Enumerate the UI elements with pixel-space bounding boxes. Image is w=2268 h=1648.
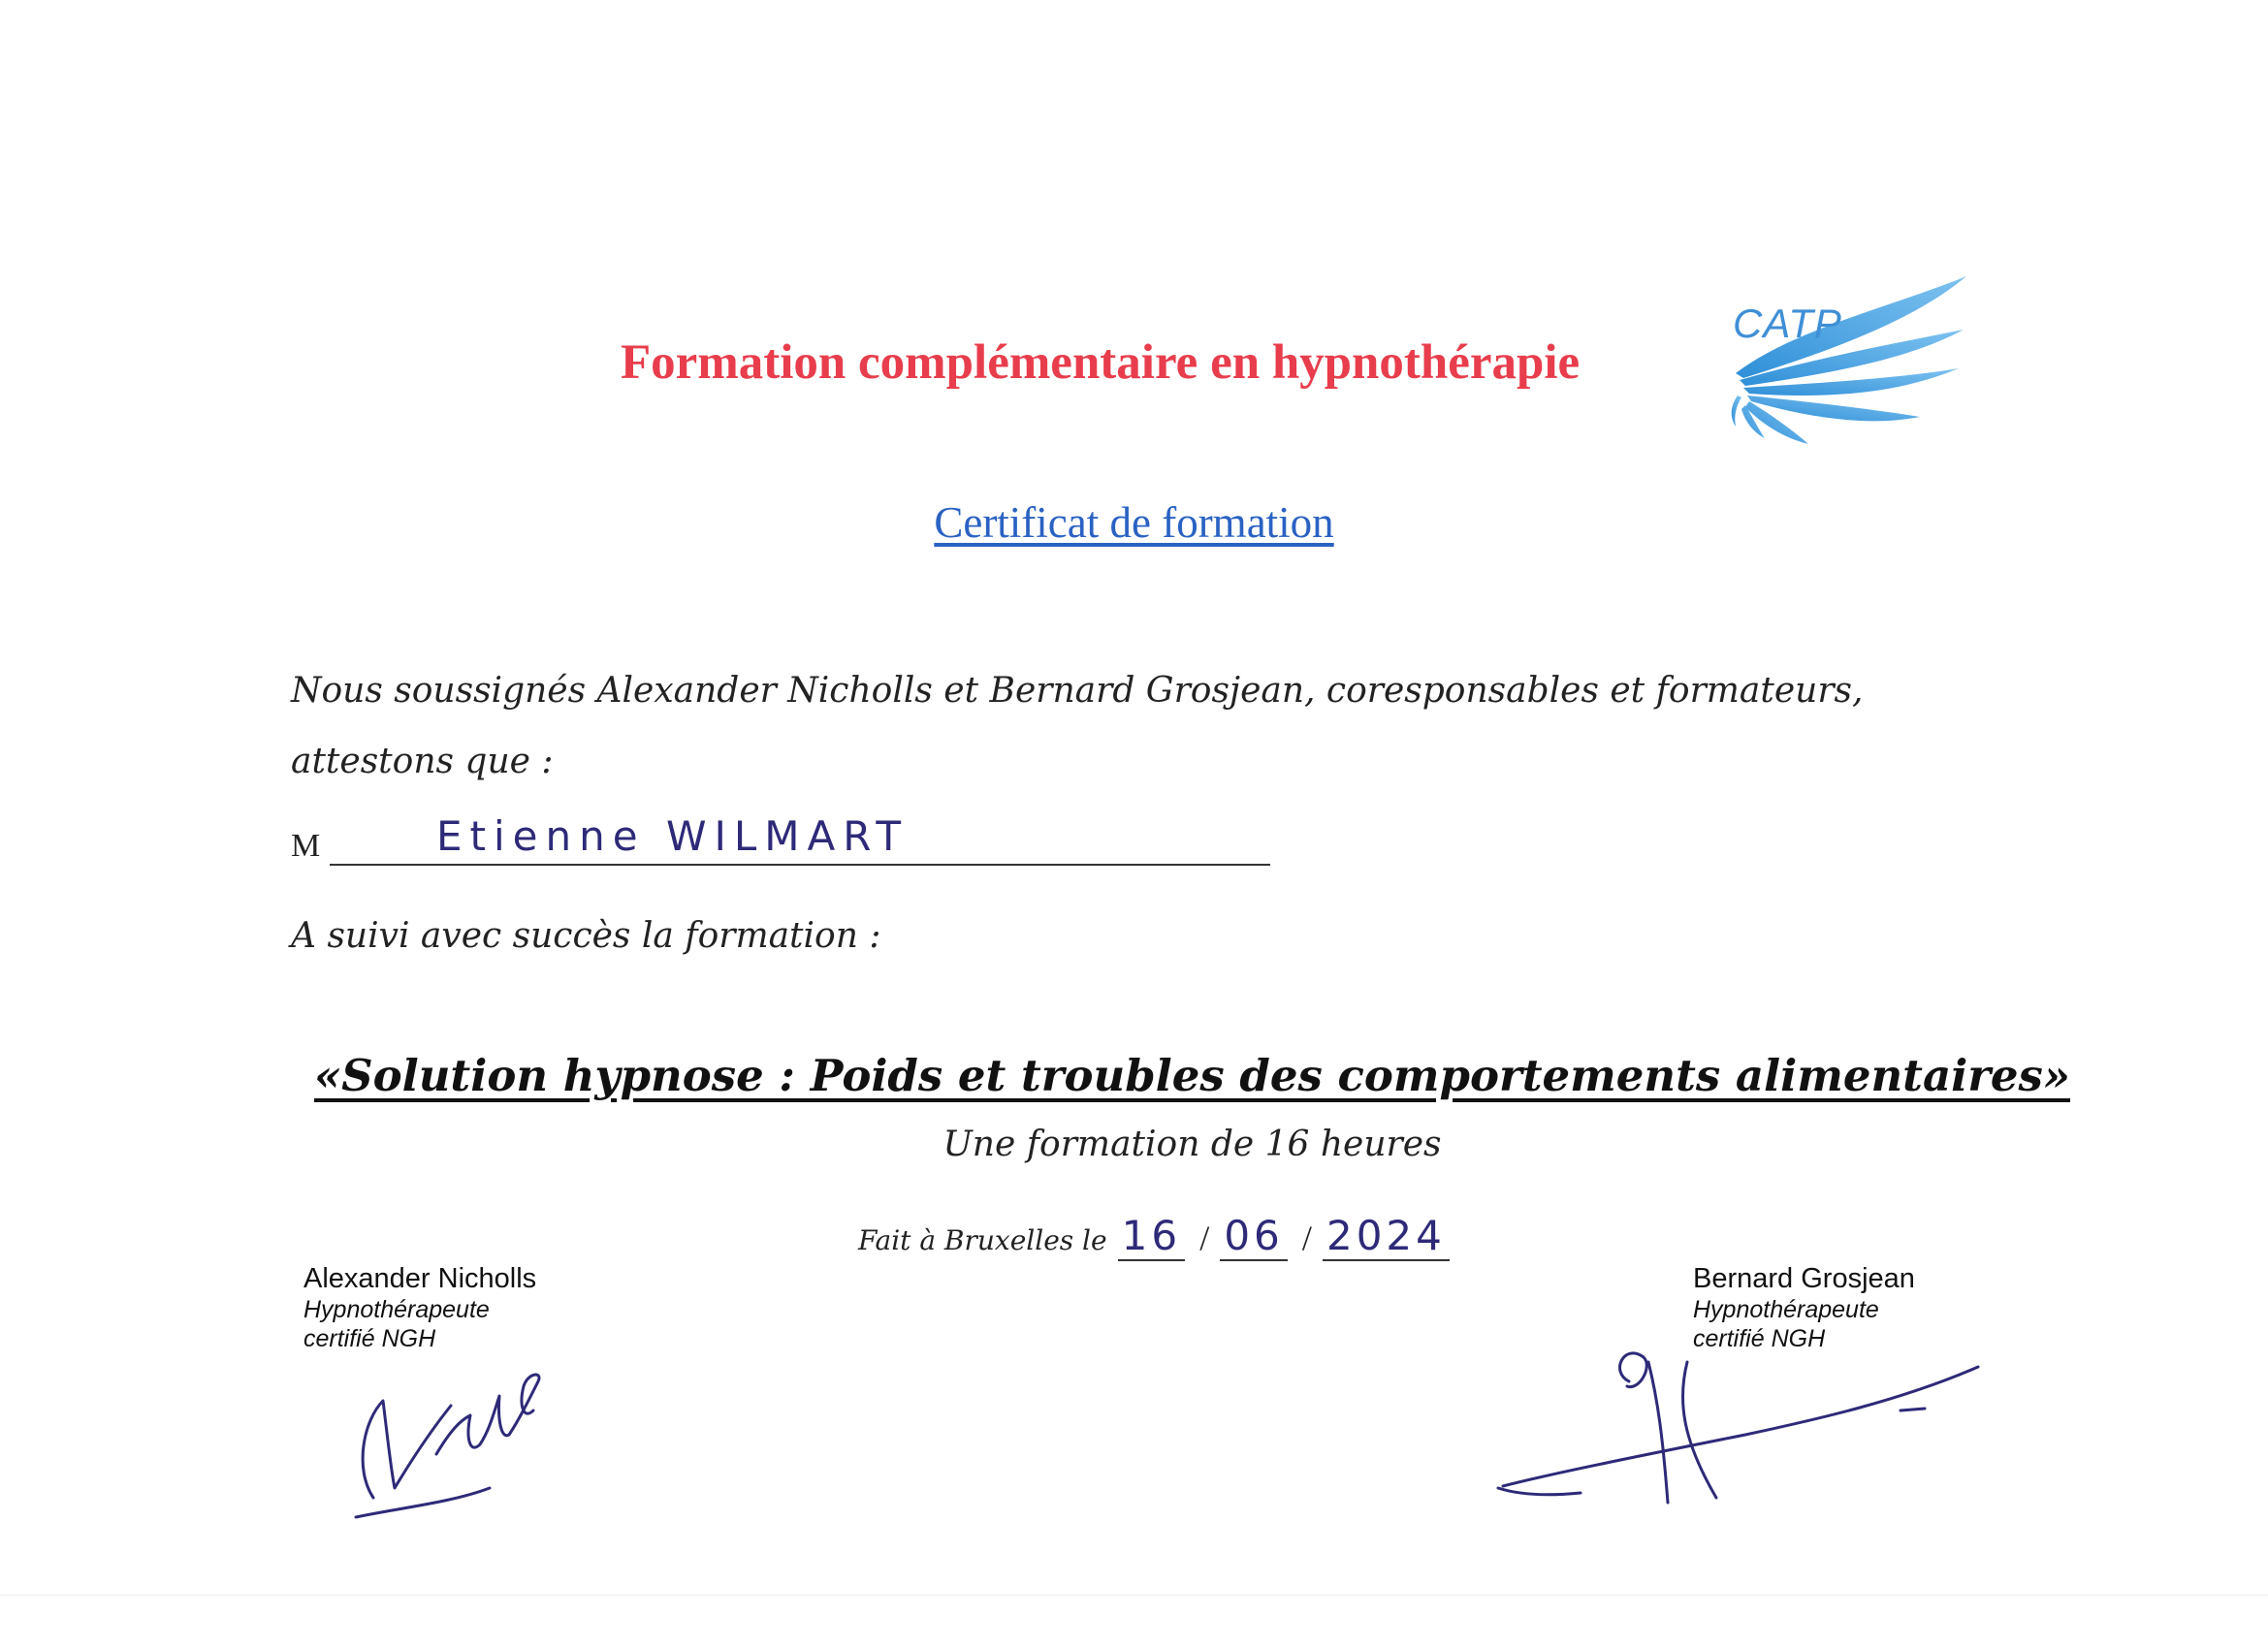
signatory-left-role: Hypnothérapeute — [303, 1296, 490, 1323]
page-edge — [0, 1595, 2268, 1596]
signature-right — [1493, 1343, 1988, 1512]
date-separator: / — [1301, 1219, 1312, 1257]
place-and-date — [858, 1212, 1450, 1261]
intro-statement: Nous soussignés Alexander Nicholls et Bernard Grosjean, coresponsables et formateurs, — [291, 671, 1864, 711]
certificate-subtitle — [0, 497, 2268, 548]
signatory-right-name: Bernard Grosjean — [1693, 1263, 1915, 1294]
attestation-line: attestons que : — [291, 742, 554, 781]
date-year: 2024 — [1323, 1212, 1450, 1261]
wing-icon — [1716, 271, 1978, 446]
certificate-main-title: Formation complémentaire en hypnothérapie — [621, 335, 1581, 390]
catp-logo — [1716, 271, 1978, 446]
logo-text: CATP — [1733, 301, 1842, 346]
signatory-left-name: Alexander Nicholls — [303, 1263, 537, 1294]
signatory-right — [1693, 1262, 1915, 1353]
signatory-left — [303, 1262, 536, 1353]
completion-statement: A suivi avec succès la formation : — [291, 916, 881, 956]
name-prefix: M — [291, 828, 321, 864]
signatory-left-certification: certifié NGH — [303, 1325, 436, 1352]
course-duration: Une formation de 16 heures — [942, 1125, 1442, 1164]
date-separator: / — [1199, 1219, 1210, 1257]
course-title: «Solution hypnose : Poids et troubles des comportements alimentaires» — [313, 1050, 2071, 1101]
signatory-right-certification: certifié NGH — [1693, 1325, 1826, 1352]
date-month: 06 — [1220, 1212, 1287, 1261]
date-day: 16 — [1118, 1212, 1185, 1261]
recipient-name-row — [291, 814, 1270, 872]
recipient-name: Etienne WILMART — [436, 812, 910, 860]
signatory-right-role: Hypnothérapeute — [1693, 1296, 1879, 1323]
name-underline — [330, 864, 1270, 866]
place-label: Fait à Bruxelles le — [858, 1224, 1107, 1256]
subtitle-text: Certificat de formation — [934, 498, 1334, 547]
signature-left — [344, 1362, 558, 1532]
